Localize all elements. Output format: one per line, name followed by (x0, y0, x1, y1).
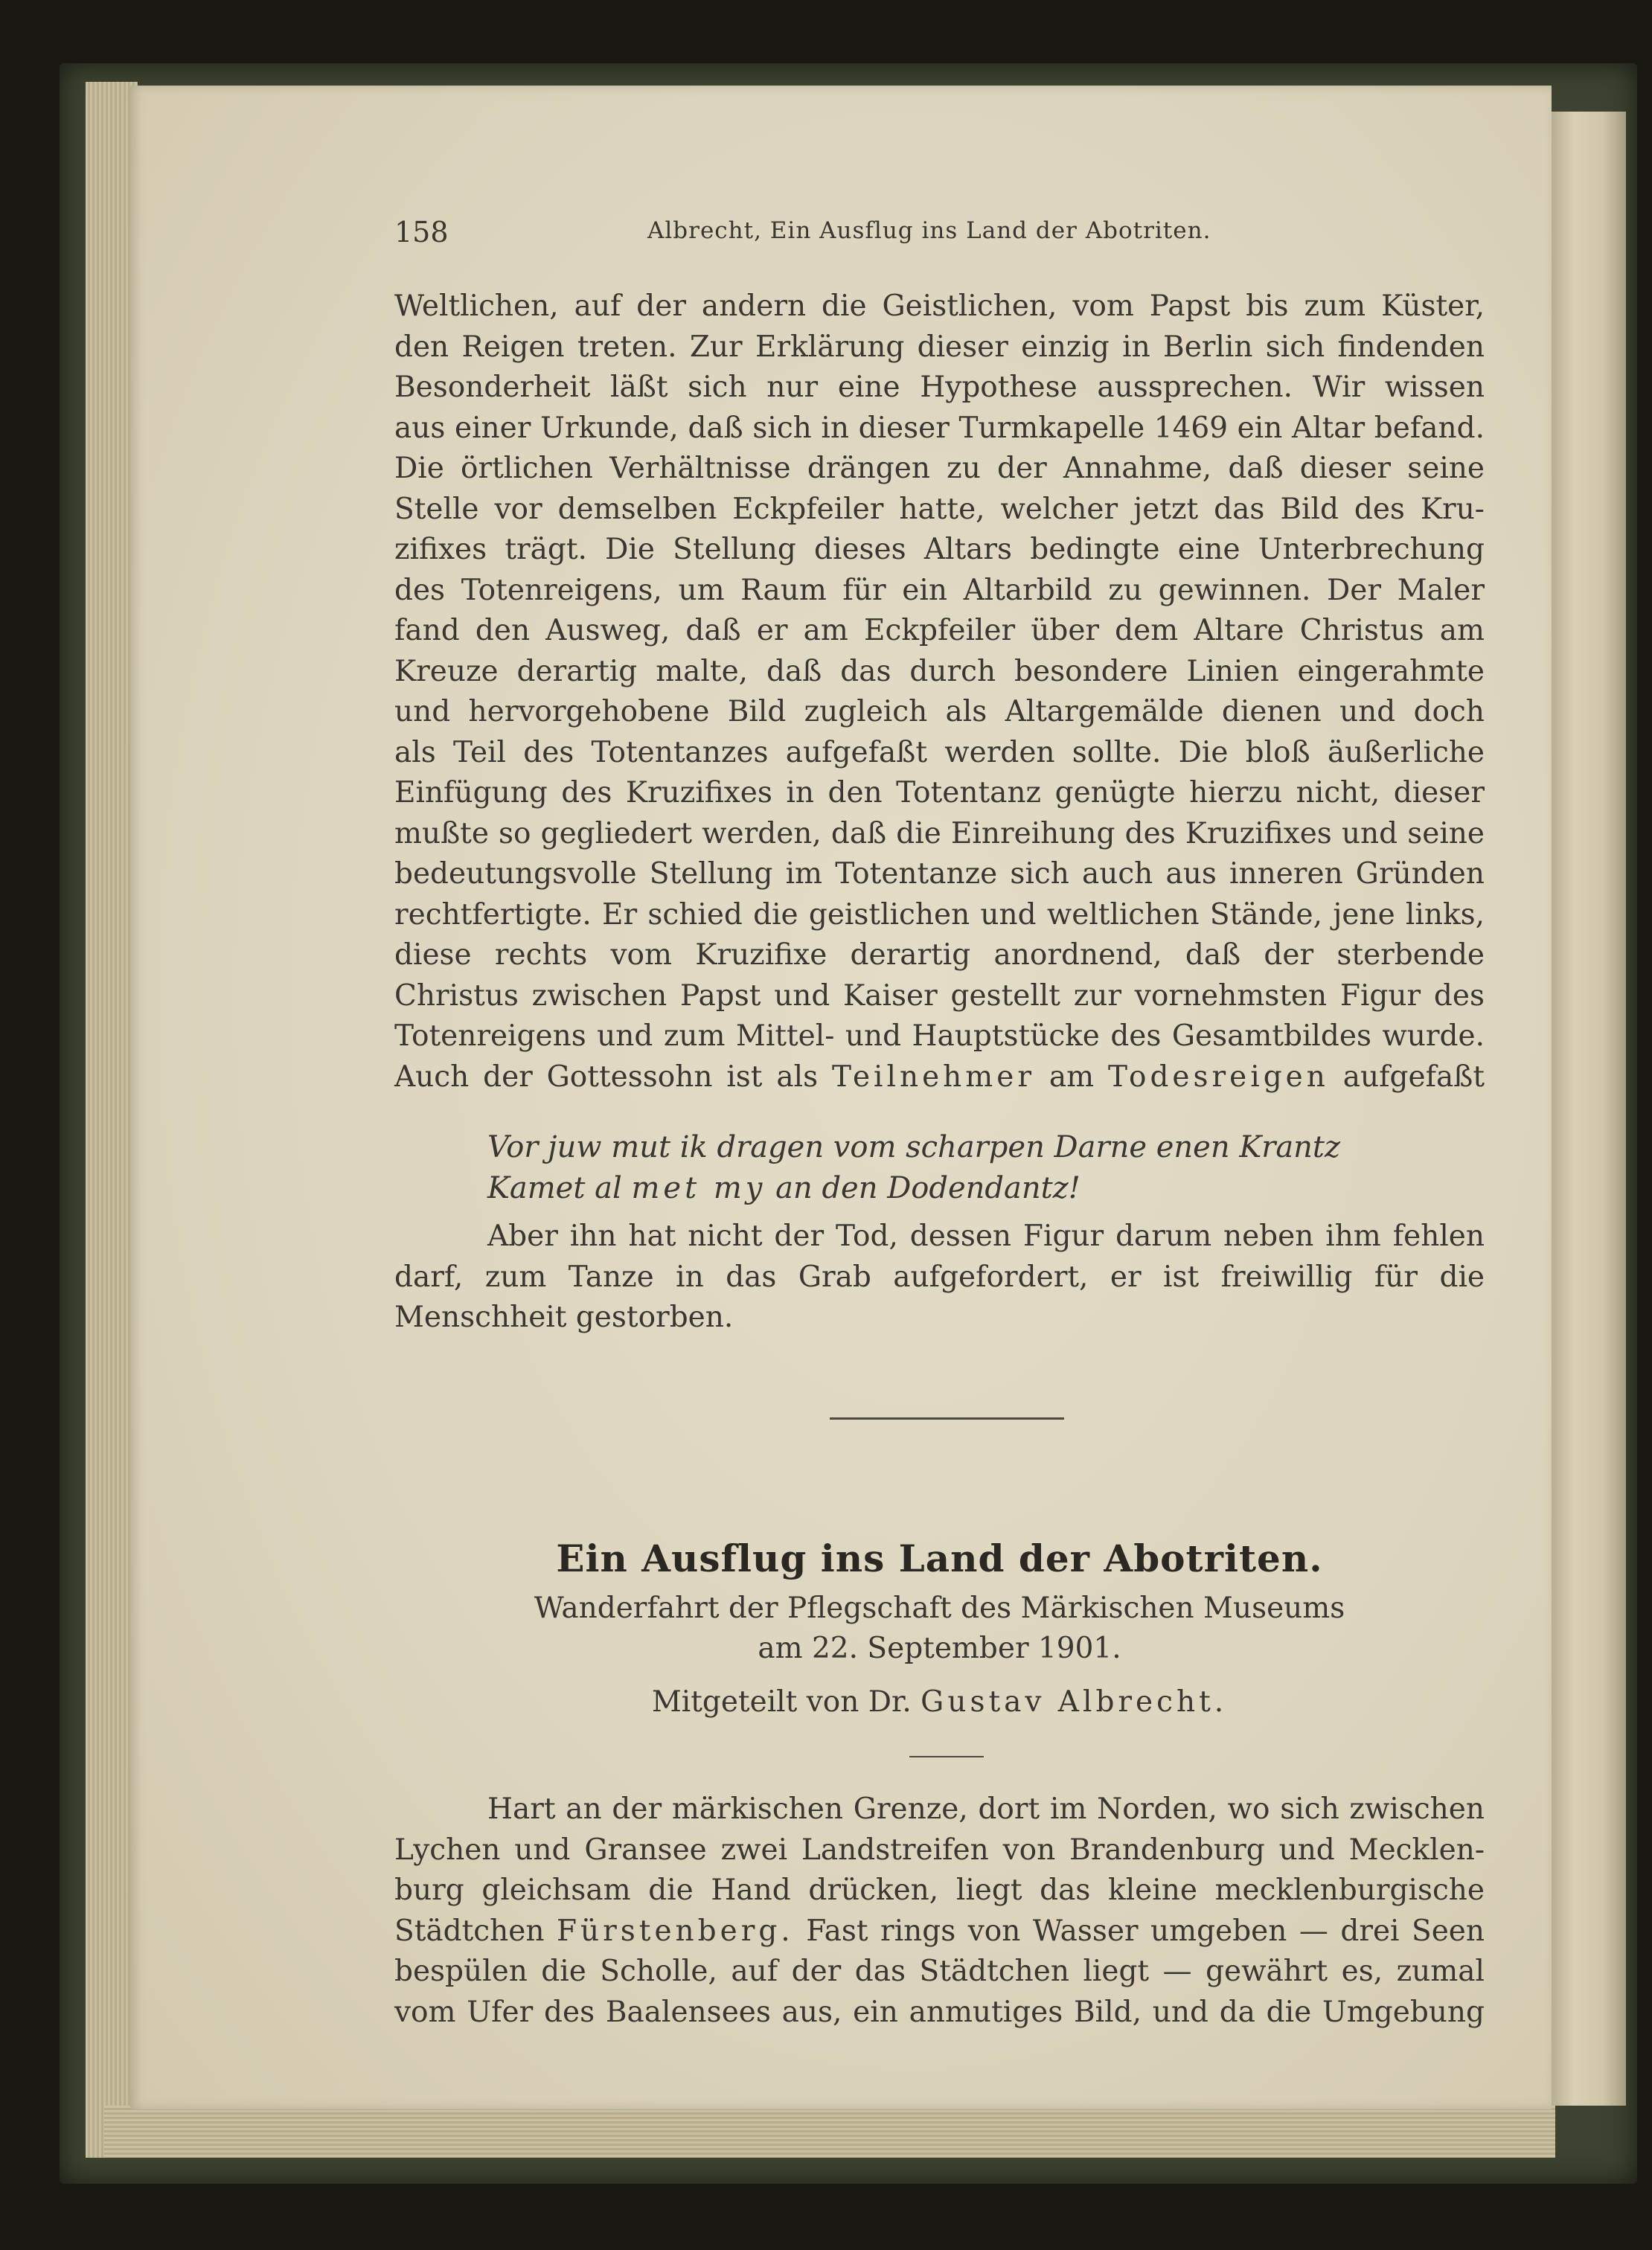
text-segment: am (1048, 1060, 1095, 1094)
spaced-emphasis: Teilnehmer (831, 1060, 1035, 1094)
text-line: darf, zum Tanze in das Grab aufgefordert, er ist freiwillig für die (394, 1260, 1485, 1294)
text-line: Kreuze derartig malte, daß das durch besondere Linien eingerahmte (394, 654, 1485, 688)
text-line: Die örtlichen Verhältnisse drängen zu der Annahme, daß dieser seine (394, 452, 1485, 485)
subtitle-line: Wanderfahrt der Pflegschaft des Märkischen Museums (534, 1592, 1345, 1625)
text-line: bedeutungsvolle Stellung im Totentanze sich auch aus inneren Gründen (394, 857, 1485, 891)
text-line: Aber ihn hat nicht der Tod, dessen Figur darum neben ihm fehlen (487, 1219, 1485, 1253)
article-subtitle (394, 1589, 1485, 1669)
text-line (394, 1911, 1485, 1952)
title-divider (909, 1756, 984, 1757)
running-title: Albrecht, Ein Ausflug ins Land der Abotriten. (647, 217, 1211, 244)
text-line: Stelle vor demselben Eckpfeiler hatte, welcher jetzt das Bild des Kru- (394, 492, 1485, 526)
text-line: Christus zwischen Papst und Kaiser gestellt zur vornehmsten Figur des (394, 978, 1485, 1013)
text-segment: Städtchen (394, 1914, 545, 1948)
byline-author: Gustav Albrecht. (921, 1685, 1228, 1719)
text-line: Weltlichen, auf der andern die Geistlichen, vom Papst bis zum Küster, (394, 289, 1485, 323)
text-line: diese rechts vom Kruzifixe derartig anordnend, daß der sterbende (394, 938, 1485, 972)
page-stack-bottom (104, 2106, 1555, 2158)
spaced-emphasis: met my (631, 1171, 766, 1205)
text-line: des Totenreigens, um Raum für ein Altarbild zu gewinnen. Der Maler (394, 573, 1485, 607)
facing-page-edge (1552, 112, 1626, 2106)
text-line: Totenreigens und zum Mittel- und Hauptstücke des Gesamtbildes wurde. (394, 1019, 1485, 1053)
text-line (394, 1057, 1485, 1098)
text-line: Menschheit gestorben. (394, 1301, 734, 1334)
paragraph-3 (394, 1789, 1485, 2033)
verse-quote (487, 1127, 1340, 1209)
spaced-emphasis: Fürstenberg. (556, 1914, 794, 1948)
text-line: den Reigen treten. Zur Erklärung dieser einzig in Berlin sich findenden (394, 330, 1485, 364)
text-line: vom Ufer des Baalensees aus, ein anmutiges Bild, und da die Umgebung (394, 1995, 1485, 2029)
verse-line (487, 1168, 1340, 1209)
running-head (394, 216, 1287, 253)
text-segment: an den Dodendantz! (775, 1171, 1080, 1205)
text-segment: aufgefaßt (1342, 1060, 1485, 1094)
section-divider (830, 1417, 1064, 1420)
text-line: Lychen und Gransee zwei Landstreifen von Brandenburg und Mecklen- (394, 1833, 1485, 1867)
text-segment: Fast rings von Wasser umgeben — drei Seen (806, 1914, 1485, 1948)
text-line: zifixes trägt. Die Stellung dieses Altars bedingte eine Unterbrechung (394, 533, 1485, 566)
subtitle-line: am 22. September 1901. (758, 1632, 1121, 1665)
paragraph-2 (394, 1217, 1485, 1339)
text-line: mußte so gegliedert werden, daß die Einreihung des Kruzifixes und seine (394, 816, 1485, 850)
verse-line: Vor juw mut ik dragen vom scharpen Darne enen Krantz (487, 1130, 1341, 1164)
text-line: burg gleichsam die Hand drücken, liegt das kleine mecklenburgische (394, 1874, 1485, 1907)
text-line: und hervorgehobene Bild zugleich als Altargemälde dienen und doch (394, 695, 1485, 728)
text-line: als Teil des Totentanzes aufgefaßt werden sollte. Die bloß äußerliche (394, 735, 1485, 769)
article-byline (394, 1685, 1485, 1719)
text-line: bespülen die Scholle, auf der das Städtchen liegt — gewährt es, zumal (394, 1955, 1485, 1988)
page-number: 158 (394, 216, 449, 249)
text-line: Hart an der märkischen Grenze, dort im Norden, wo sich zwischen (487, 1792, 1485, 1826)
article-title: Ein Ausflug ins Land der Abotriten. (556, 1536, 1323, 1580)
spaced-emphasis: Todesreigen (1107, 1060, 1329, 1094)
text-segment: Kamet al (487, 1171, 622, 1205)
paragraph-1 (394, 286, 1485, 1097)
text-line: Besonderheit läßt sich nur eine Hypothese aussprechen. Wir wissen (394, 371, 1485, 404)
text-segment: Auch der Gottessohn ist als (394, 1060, 819, 1094)
text-line: fand den Ausweg, daß er am Eckpfeiler über dem Altare Christus am (394, 614, 1485, 647)
byline-prefix: Mitgeteilt von Dr. (651, 1685, 912, 1719)
text-line: rechtfertigte. Er schied die geistlichen und weltlichen Stände, jene links, (394, 897, 1485, 932)
text-line: aus einer Urkunde, daß sich in dieser Turmkapelle 1469 ein Altar befand. (394, 411, 1485, 445)
text-line: Einfügung des Kruzifixes in den Totentanz genügte hierzu nicht, dieser (394, 776, 1485, 810)
